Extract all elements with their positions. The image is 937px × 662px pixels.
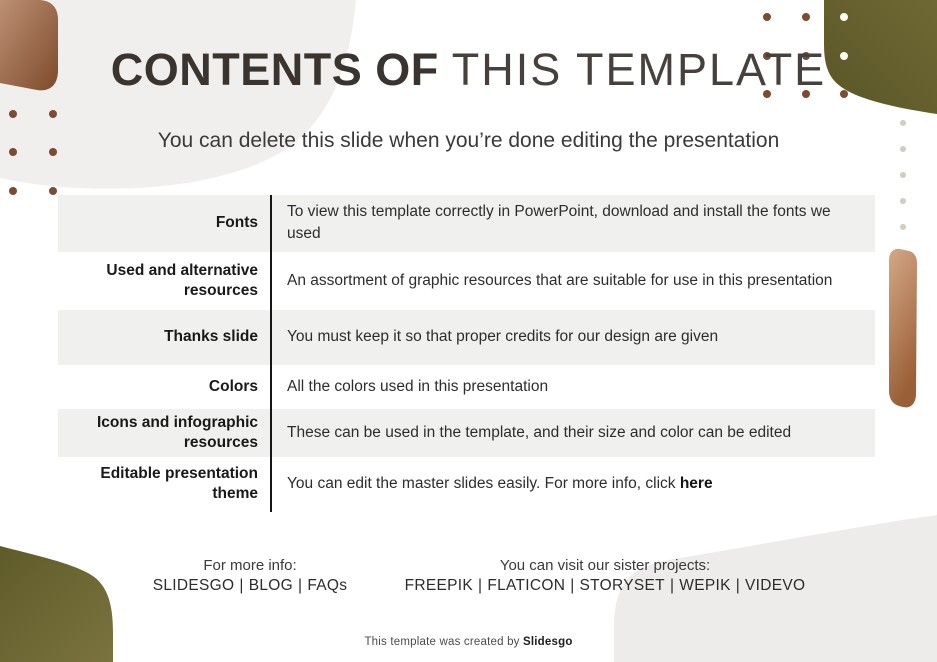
table-row [58, 365, 875, 409]
row-label: Thanks slide [164, 328, 258, 346]
separator: | [477, 577, 483, 594]
table-row [58, 252, 875, 310]
row-description-text: All the colors used in this presentation [287, 377, 549, 395]
footer-heading: You can visit our sister projects: [499, 557, 711, 574]
separator: | [735, 577, 741, 594]
row-description-text: An assortment of graphic resources that are suitable for use in this presentation [287, 271, 833, 289]
row-description [270, 457, 875, 512]
row-description [270, 310, 875, 365]
table-row [58, 195, 875, 252]
link-blog[interactable]: BLOG [248, 577, 293, 594]
row-label: Editable presentation theme [100, 465, 258, 503]
row-description-text: To view this template correctly in PowerPoint, download and install the fonts we used [287, 203, 831, 243]
table-row [58, 457, 875, 512]
row-label: Fonts [215, 214, 258, 232]
row-label: Used and alternative resources [106, 261, 258, 299]
title-light-part: THIS TEMPLATE [451, 44, 827, 95]
link-freepik[interactable]: FREEPIK [404, 577, 473, 594]
row-description [270, 252, 875, 310]
footer-links [395, 576, 815, 596]
link-wepik[interactable]: WEPIK [679, 577, 731, 594]
here-link[interactable]: here [679, 475, 713, 493]
table-row [58, 409, 875, 457]
row-description-text: You must keep it so that proper credits for our design are given [287, 328, 719, 346]
credit-text: This template was created by [364, 636, 524, 648]
footer-links [140, 576, 360, 596]
footer-sister-projects [395, 556, 815, 596]
separator: | [570, 577, 575, 594]
slidesgo-brand: Slidesgo [523, 636, 573, 648]
page-title [0, 44, 937, 96]
row-description [270, 365, 875, 409]
link-flaticon[interactable]: FLATICON [487, 577, 566, 594]
contents-table [58, 195, 875, 512]
row-description [270, 409, 875, 457]
subtitle: You can delete this slide when you’re done editing the presentation [157, 129, 780, 152]
separator: | [297, 577, 303, 594]
row-label: Icons and infographic resources [96, 413, 258, 451]
link-videvo[interactable]: VIDEVO [745, 577, 806, 594]
row-label: Colors [208, 377, 258, 395]
footer-heading: For more info: [203, 557, 297, 574]
separator: | [239, 577, 244, 594]
link-faqs[interactable]: FAQs [307, 577, 348, 594]
shape-brown-bar-right [889, 249, 917, 408]
link-storyset[interactable]: STORYSET [579, 577, 665, 594]
separator: | [669, 577, 675, 594]
row-description-text: These can be used in the template, and their size and color can be edited [287, 423, 792, 441]
table-row [58, 310, 875, 365]
row-description [270, 195, 875, 252]
row-description-text: You can edit the master slides easily. For more info, click [287, 475, 680, 493]
footer-more-info [140, 556, 360, 596]
title-bold-part: CONTENTS OF [110, 44, 439, 95]
link-slidesgo[interactable]: SLIDESGO [152, 577, 235, 594]
credit-line [0, 636, 937, 648]
